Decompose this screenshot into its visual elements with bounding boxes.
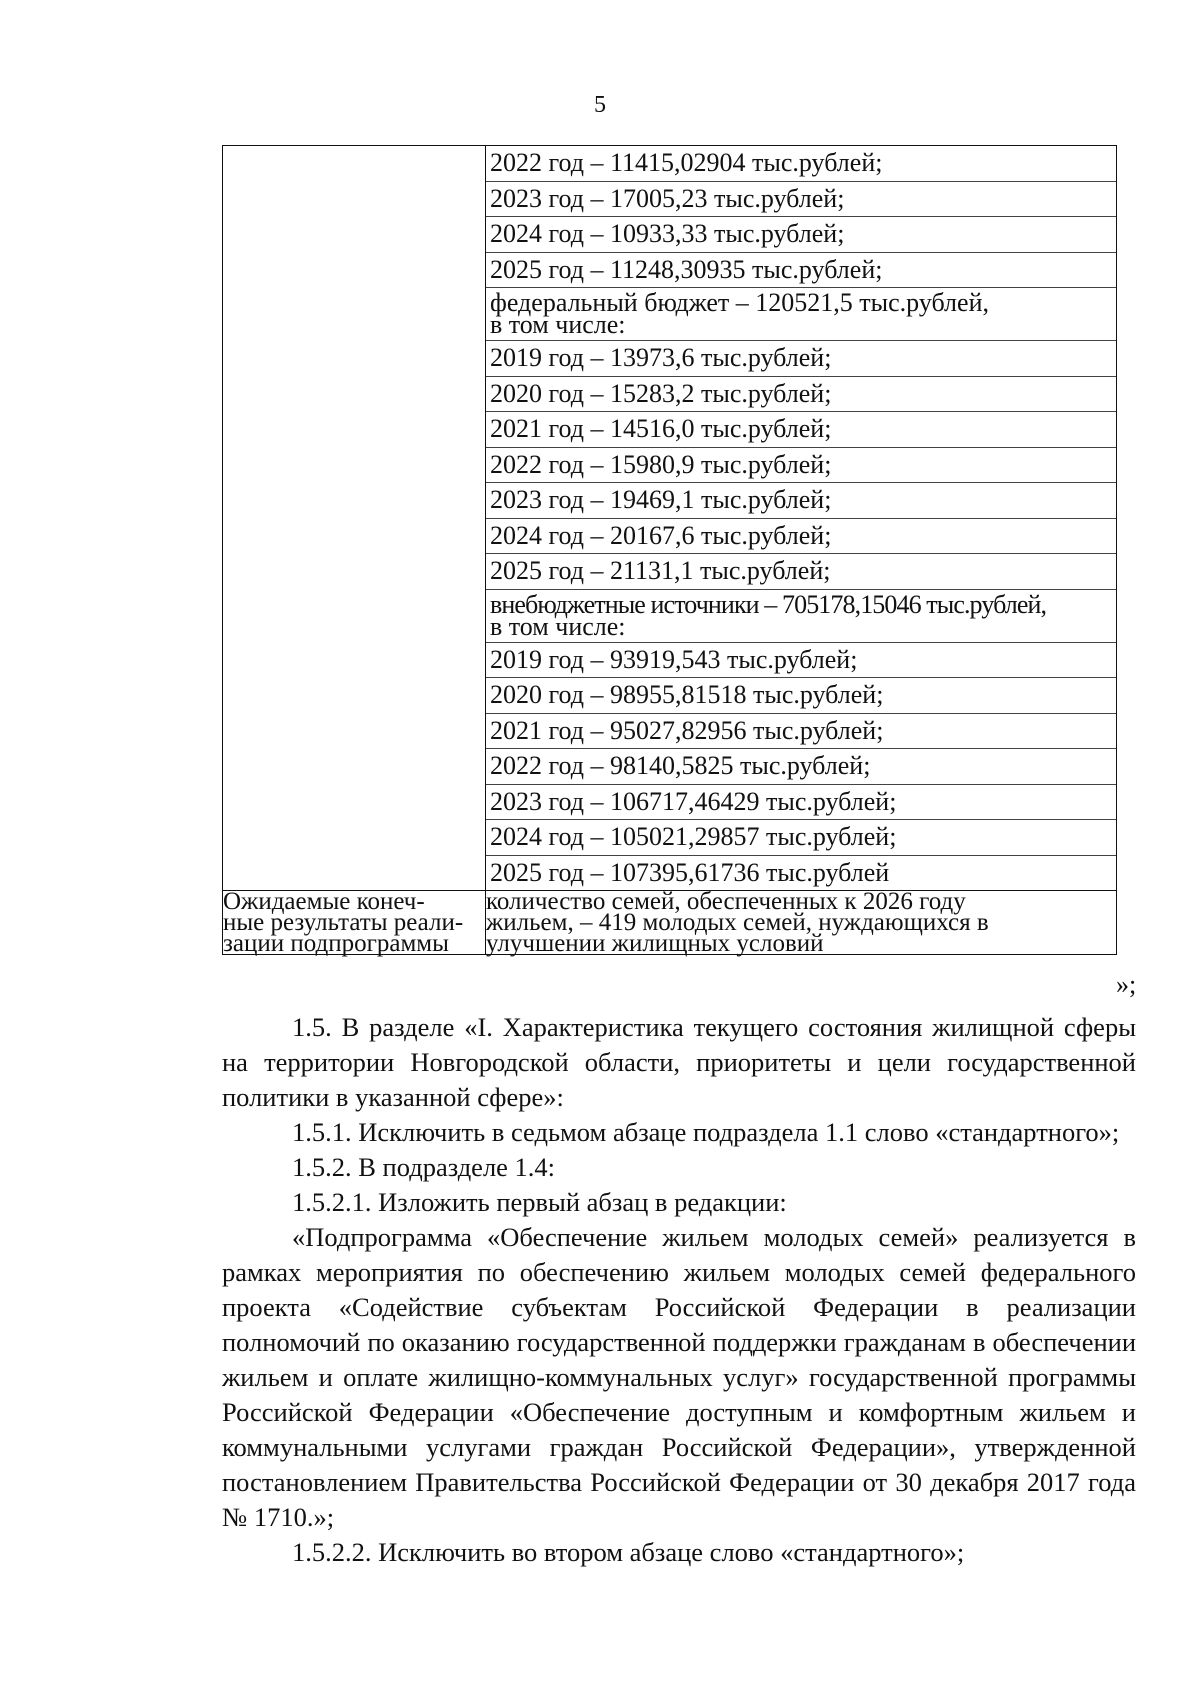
federal-year-line: 2025 год – 21131,1 тыс.рублей; — [486, 554, 1116, 590]
financing-value-cell — [486, 146, 1117, 891]
paragraph: 1.5. В разделе «I. Характеристика текущего состояния жилищной сферы на территории Новгородской области, приоритеты и цели государственной политики в указанной сфере»: — [222, 1012, 1136, 1112]
results-value-line: улучшении жилищных условий — [486, 930, 824, 957]
extrabudget-year-line: 2025 год – 107395,61736 тыс.рублей — [490, 857, 890, 887]
paragraph: 1.5.2. В подразделе 1.4: — [292, 1152, 556, 1182]
paragraph: 1.5.1. Исключить в седьмом абзаце подраздела 1.1 слово «стандартного»; — [292, 1117, 1120, 1147]
financing-line: 2025 год – 11248,30935 тыс.рублей; — [486, 253, 1116, 289]
extrabudget-sub: в том числе: — [490, 611, 626, 641]
extrabudget-total — [486, 590, 1116, 643]
federal-year-line: 2019 год – 13973,6 тыс.рублей; — [486, 341, 1116, 377]
financing-line: 2022 год – 11415,02904 тыс.рублей; — [486, 146, 1116, 182]
subprogram-passport-table — [222, 145, 1117, 955]
federal-budget-sub: в том числе: — [490, 310, 626, 339]
extrabudget-year-line: 2024 год – 105021,29857 тыс.рублей; — [486, 820, 1116, 856]
body-text — [222, 1010, 1136, 1570]
results-label-cell — [223, 888, 486, 957]
federal-budget-line: федеральный бюджет – 120521,5 тыс.рублей, — [490, 288, 989, 317]
federal-year-line: 2021 год – 14516,0 тыс.рублей; — [486, 412, 1116, 448]
paragraph: 1.5.2.2. Исключить во втором абзаце слово «стандартного»; — [292, 1537, 965, 1567]
extrabudget-line: внебюджетные источники – 705178,15046 тыс.рублей, — [490, 589, 1047, 619]
page-number: 5 — [594, 92, 606, 118]
financing-row — [223, 146, 1117, 891]
extrabudget-year-line: 2020 год – 98955,81518 тыс.рублей; — [486, 678, 1116, 714]
federal-year-line: 2023 год – 19469,1 тыс.рублей; — [486, 483, 1116, 519]
financing-line: 2023 год – 17005,23 тыс.рублей; — [486, 182, 1116, 218]
results-row — [223, 891, 1117, 955]
results-value-line: количество семей, обеспеченных к 2026 году — [486, 888, 966, 915]
results-label-line: зации подпрограммы — [223, 930, 449, 957]
federal-year-line: 2020 год – 15283,2 тыс.рублей; — [486, 377, 1116, 413]
results-label-line: ные результаты реали- — [223, 909, 464, 936]
federal-year-line: 2022 год – 15980,9 тыс.рублей; — [486, 448, 1116, 484]
extrabudget-year-line: 2019 год – 93919,543 тыс.рублей; — [486, 643, 1116, 679]
federal-year-line: 2024 год – 20167,6 тыс.рублей; — [486, 519, 1116, 555]
paragraph: «Подпрограмма «Обеспечение жильем молодых семей» реализуется в рамках мероприятия по обеспечению жильем молодых семей федерального проекта «Содействие субъектам Российской Федерации в реализации полномочий по оказанию государственной поддержки гражданам в обеспечении жильем и оплате жилищно-коммунальных услуг» государственной программы Российской Федерации «Обеспечение доступным и комфортным жильем и коммунальными услугами граждан Российской Федерации», утвержденной постановлением Правительства Российской Федерации от 30 декабря 2017 года № 1710.»; — [222, 1222, 1136, 1532]
extrabudget-year-line: 2023 год – 106717,46429 тыс.рублей; — [486, 785, 1116, 821]
results-label-line: Ожидаемые конеч- — [223, 888, 425, 915]
federal-budget-total — [486, 288, 1116, 341]
financing-line: 2024 год – 10933,33 тыс.рублей; — [486, 217, 1116, 253]
results-value-cell — [486, 888, 1117, 957]
paragraph: 1.5.2.1. Изложить первый абзац в редакции: — [292, 1187, 787, 1217]
financing-label-cell — [223, 146, 486, 891]
closing-quote: »; — [1116, 970, 1137, 999]
extrabudget-year-line: 2022 год – 98140,5825 тыс.рублей; — [486, 749, 1116, 785]
results-value-line: жильем, – 419 молодых семей, нуждающихся в — [486, 909, 989, 936]
extrabudget-year-line: 2021 год – 95027,82956 тыс.рублей; — [486, 714, 1116, 750]
